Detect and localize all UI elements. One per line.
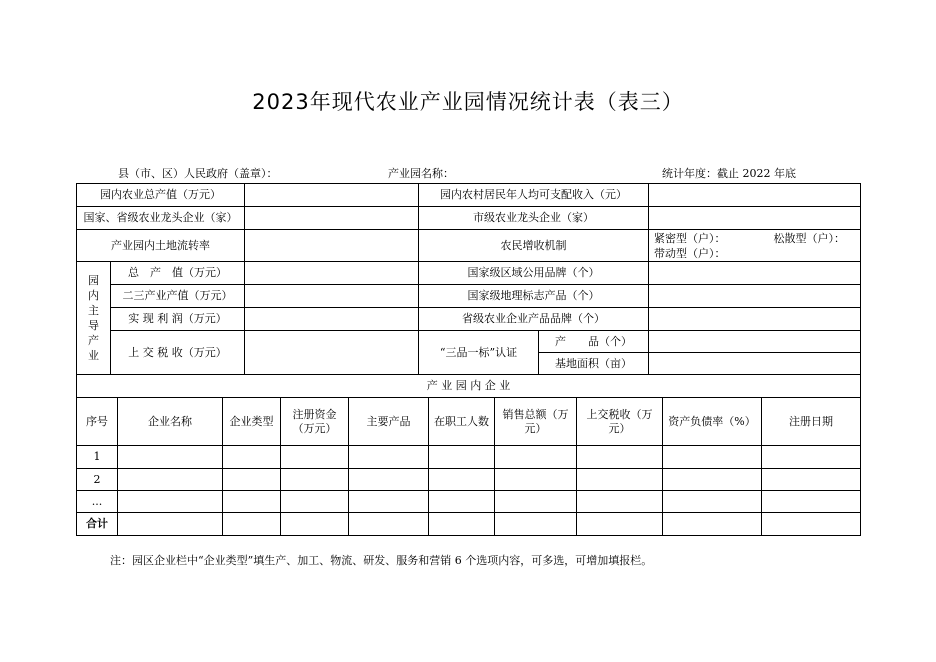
national-provincial-leaders-input[interactable] — [245, 207, 419, 230]
cell-input[interactable] — [223, 513, 281, 536]
cell-input[interactable] — [762, 491, 861, 513]
cell-input[interactable] — [281, 469, 349, 491]
cell-input[interactable] — [118, 491, 223, 513]
income-mechanism-types[interactable] — [649, 230, 861, 262]
cell-input[interactable] — [223, 469, 281, 491]
tight-type-label: 紧密型（户）： — [654, 231, 726, 245]
page-title: 2023年现代农业产业园情况统计表（表三） — [252, 90, 684, 114]
stat-year-label: 统计年度：截止 2022 年底 — [662, 167, 796, 180]
cell-input[interactable] — [663, 513, 762, 536]
cell-input[interactable] — [762, 446, 861, 469]
realized-profit-label: 实 现 利 润（万元） — [111, 308, 245, 331]
geo-indication-label: 国家级地理标志产品（个） — [419, 285, 649, 308]
total-output-label: 总 产 值（万元） — [111, 262, 245, 285]
col-enterprise-type: 企业类型 — [223, 398, 281, 446]
total-output-input[interactable] — [245, 262, 419, 285]
taxes-paid-label: 上 交 税 收（万元） — [111, 331, 245, 375]
park-output-label: 园内农业总产值（万元） — [77, 184, 245, 207]
county-government-seal-label: 县（市、区）人民政府（盖章）： — [118, 167, 278, 180]
total-row — [77, 513, 861, 536]
footnote: 注：园区企业栏中“企业类型”填生产、加工、物流、研发、服务和营销 6 个选项内容，可多选，可增加填报栏。 — [110, 554, 653, 567]
row-seq: ... — [77, 491, 118, 513]
cell-input[interactable] — [663, 491, 762, 513]
secondary-tertiary-output-input[interactable] — [245, 285, 419, 308]
rural-income-input[interactable] — [649, 184, 861, 207]
cell-input[interactable] — [223, 446, 281, 469]
cell-input[interactable] — [577, 513, 663, 536]
national-provincial-leaders-label: 国家、省级农业龙头企业（家） — [77, 207, 245, 230]
three-products-cert-label: “三品一标”认证 — [419, 331, 539, 375]
cell-input[interactable] — [281, 491, 349, 513]
provincial-brand-input[interactable] — [649, 308, 861, 331]
farmer-income-mechanism-label: 农民增收机制 — [419, 230, 649, 262]
cell-input[interactable] — [663, 469, 762, 491]
cell-input[interactable] — [118, 446, 223, 469]
driven-type-label: 带动型（户）： — [654, 246, 726, 260]
leading-industry-label: 园内主导产业 — [77, 262, 111, 375]
cell-input[interactable] — [349, 469, 429, 491]
cell-input[interactable] — [429, 513, 495, 536]
cell-input[interactable] — [577, 491, 663, 513]
cell-input[interactable] — [118, 513, 223, 536]
col-debt-ratio: 资产负债率（%） — [663, 398, 762, 446]
cell-input[interactable] — [663, 446, 762, 469]
cell-input[interactable] — [429, 446, 495, 469]
national-brand-input[interactable] — [649, 262, 861, 285]
provincial-brand-label: 省级农业企业产品品牌（个） — [419, 308, 649, 331]
taxes-paid-input[interactable] — [245, 331, 419, 375]
products-input[interactable] — [649, 331, 861, 353]
land-transfer-label: 产业园内土地流转率 — [77, 230, 245, 262]
land-transfer-input[interactable] — [245, 230, 419, 262]
city-leaders-label: 市级农业龙头企业（家） — [419, 207, 649, 230]
enterprise-table — [76, 397, 861, 536]
realized-profit-input[interactable] — [245, 308, 419, 331]
col-registered-capital: 注册资金（万元） — [281, 398, 349, 446]
col-total-sales: 销售总额（万元） — [495, 398, 577, 446]
cell-input[interactable] — [223, 491, 281, 513]
cell-input[interactable] — [429, 491, 495, 513]
table-row — [77, 446, 861, 469]
cell-input[interactable] — [495, 469, 577, 491]
cell-input[interactable] — [349, 491, 429, 513]
cell-input[interactable] — [118, 469, 223, 491]
cell-input[interactable] — [349, 446, 429, 469]
park-name-label: 产业园名称： — [388, 167, 454, 180]
base-area-label: 基地面积（亩） — [539, 353, 649, 375]
col-employees: 在职工人数 — [429, 398, 495, 446]
cell-input[interactable] — [495, 446, 577, 469]
cell-input[interactable] — [429, 469, 495, 491]
col-taxes: 上交税收（万元） — [577, 398, 663, 446]
cell-input[interactable] — [349, 513, 429, 536]
cell-input[interactable] — [281, 513, 349, 536]
table-row — [77, 491, 861, 513]
cell-input[interactable] — [281, 446, 349, 469]
loose-type-label: 松散型（户）： — [773, 231, 845, 245]
col-seq: 序号 — [77, 398, 118, 446]
col-enterprise-name: 企业名称 — [118, 398, 223, 446]
enterprise-section-title: 产 业 园 内 企 业 — [77, 375, 861, 398]
cell-input[interactable] — [577, 446, 663, 469]
summary-table — [76, 183, 861, 398]
col-main-products: 主要产品 — [349, 398, 429, 446]
national-brand-label: 国家级区域公用品牌（个） — [419, 262, 649, 285]
products-label: 产 品（个） — [539, 331, 649, 353]
row-seq: 1 — [77, 446, 118, 469]
city-leaders-input[interactable] — [649, 207, 861, 230]
rural-income-label: 园内农村居民年人均可支配收入（元） — [419, 184, 649, 207]
cell-input[interactable] — [495, 513, 577, 536]
cell-input[interactable] — [762, 469, 861, 491]
cell-input[interactable] — [577, 469, 663, 491]
secondary-tertiary-output-label: 二三产业产值（万元） — [111, 285, 245, 308]
row-seq: 2 — [77, 469, 118, 491]
cell-input[interactable] — [762, 513, 861, 536]
table-row — [77, 469, 861, 491]
geo-indication-input[interactable] — [649, 285, 861, 308]
total-label: 合计 — [77, 513, 118, 536]
park-output-input[interactable] — [245, 184, 419, 207]
cell-input[interactable] — [495, 491, 577, 513]
base-area-input[interactable] — [649, 353, 861, 375]
col-register-date: 注册日期 — [762, 398, 861, 446]
